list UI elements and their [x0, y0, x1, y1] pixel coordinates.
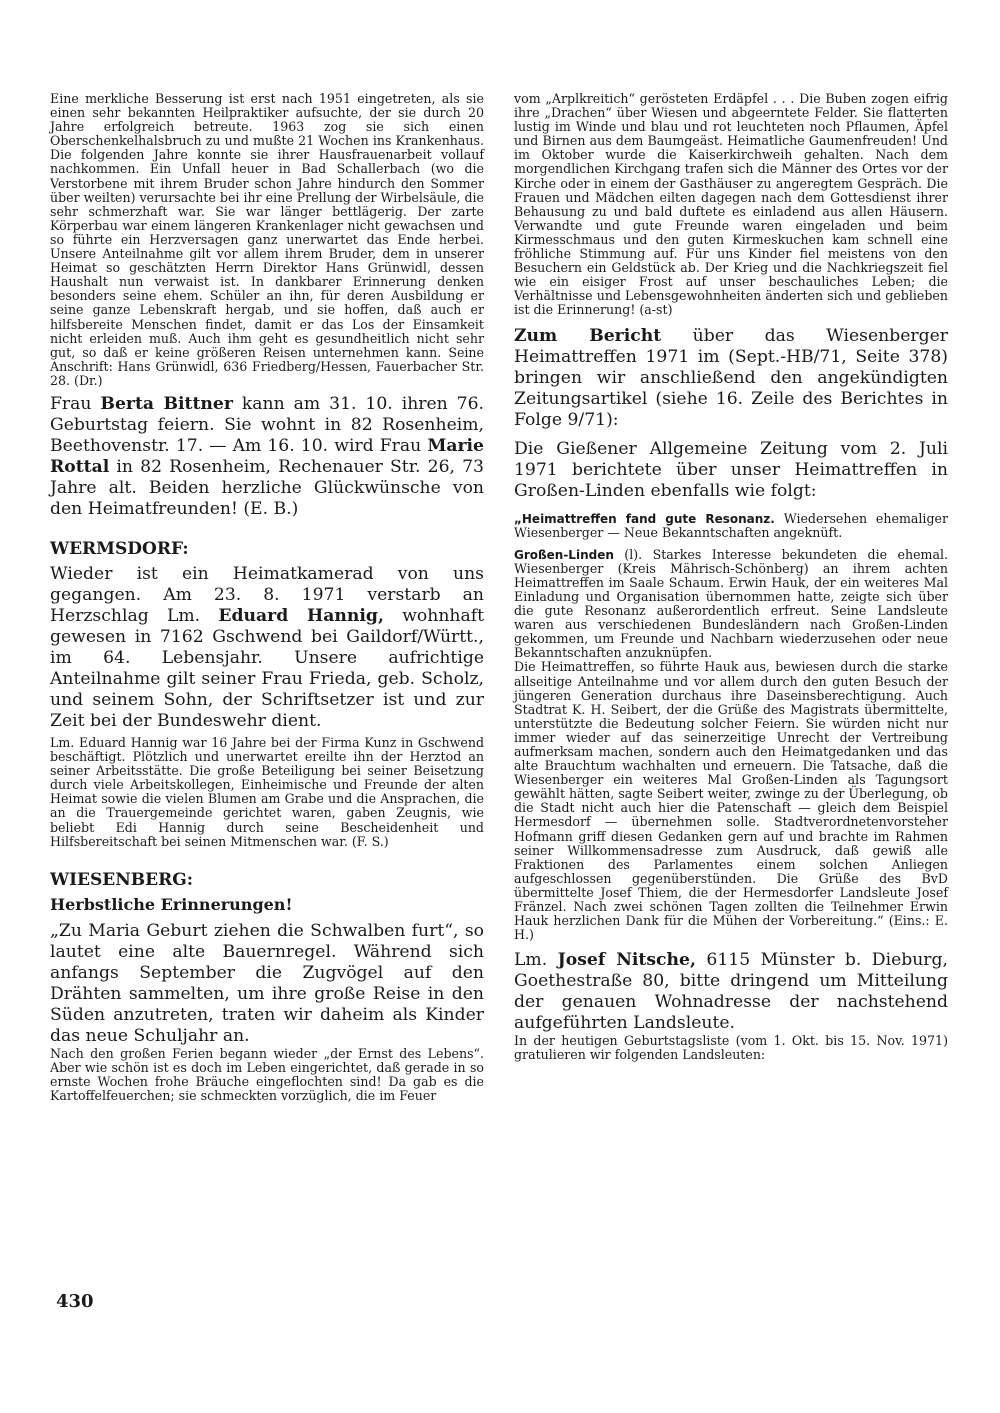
page-number: 430 [56, 1291, 94, 1312]
wermsdorf-text-1: Wieder ist ein Heimatkamerad von uns gegangen. Am 23. 8. 1971 verstarb an Herzschlag Lm. [50, 563, 484, 626]
newspaper-intro: Die Gießener Allgemeine Zeitung vom 2. Juli 1971 berichtete über unser Heimattreffen in Großen-Linden ebenfalls wie folgt: [514, 438, 948, 501]
dateline-bold: Großen-Linden [514, 547, 614, 562]
left-column [50, 92, 484, 1103]
report-intro-bold: Zum Bericht [514, 325, 662, 346]
wermsdorf-obituary [50, 564, 484, 732]
article-title-herbstliche-erinnerungen: Herbstliche Erinnerungen! [50, 894, 293, 914]
obituary-continuation: Eine merkliche Besserung ist erst nach 1951 eingetreten, als sie einen sehr bekannten Heilpraktiker aufsuchte, der sie durch 20 Jahre erfolgreich betreute. 1963 zog sie sich einen Oberschenkelhalsbruch zu und mußte 21 Wochen ins Krankenhaus. Die folgenden Jahre konnte sie ihrer Hausfrauenarbeit vollauf nachkommen. Ein Unfall heuer in Bad Schallerbach (wo die Verstorbene mit ihrem Bruder schon Jahre hindurch den Sommer über weilten) verursachte bei ihr eine Prellung der Wirbelsäule, die sehr schmerzhaft war. Sie war länger bettlägerig. Der zarte Körperbau war einem längeren Krankenlager nicht gewachsen und so führte ein Herzversagen ganz unerwartet das Ende herbei. Unsere Anteilnahme gilt vor allem ihrem Bruder, dem in unserer Heimat so geschätzten Herrn Direktor Hans Grünwidl, dessen Haushalt nun verwaist ist. In dankbarer Erinnerung denken besonders seine ehem. Schüler an ihn, für deren Ausbildung er seine ganze Lebenskraft hergab, und sie hoffen, daß auch er hilfsbereite Menschen findet, damit er das Los der Einsamkeit nicht erleiden muß. Auch ihm geht es gesundheitlich nicht sehr gut, so daß er keine größeren Reisen unternehmen kann. Seine Anschrift: Hans Grünwidl, 636 Friedberg/Hessen, Fauerbacher Str. 28. (Dr.) [50, 91, 484, 388]
report-intro-text: über das Wiesenberger Heimattreffen 1971 im (Sept.-HB/71, Seite 378) bringen wir anschließend den angekündigten Zeitungsartikel (siehe 16. Zeile des Berichtes in Folge 9/71): [514, 325, 948, 430]
name-eduard-hannig: Eduard Hannig, [218, 605, 384, 626]
headline-subtitle: Wiedersehen ehemaliger Wiesenberger — Neue Bekanntschaften angeknüft. [514, 510, 948, 540]
wiesenberg-memories: Nach den großen Ferien begann wieder „der Ernst des Lebens“. Aber wie schön ist es doch im Leben eingerichtet, daß gerade in so ernste Wochen frohe Bräuche eingeflochten sind! Da gab es die Kartoffelfeuerchen; sie schmeckten vorzüglich, die im Feuer [50, 1045, 484, 1103]
headline-bold: „Heimattreffen fand gute Resonanz. [514, 511, 775, 526]
wermsdorf-obituary-detail: Lm. Eduard Hannig war 16 Jahre bei der Firma Kunz in Gschwend beschäftigt. Plötzlich und unerwartet ereilte ihn der Herztod an seiner Arbeitsstätte. Die große Beteiligung bei seiner Beisetzung durch viele Arbeitskollegen, Einheimische und Freunde der alten Heimat sowie die vielen Blumen am Grabe und die Ansprachen, die an die Trauergemeinde gerichtet waren, gaben Zeugnis, wie beliebt Edi Hannig durch seine Bescheidenheit und Hilfsbereitschaft bei seinen Mitmenschen war. (F. S.) [50, 734, 484, 849]
birthday-notice-rosenheim [50, 394, 484, 520]
wermsdorf-text-2: wohnhaft gewesen in 7162 Gschwend bei Gaildorf/Württ., im 64. Lebensjahr. Unsere aufrichtige Anteilnahme gilt seiner Frau Frieda, geb. Scholz, und seinem Sohn, der Schriftsetzer ist und zur Zeit bei der Bundeswehr dient. [50, 605, 484, 731]
birthday-text-2: kann am 31. 10. ihren 76. Geburtstag feiern. Sie wohnt in 82 Rosenheim, Beethovenstr. 17. — Am 16. 10. wird Frau [50, 393, 485, 456]
name-marie-rottal: Marie Rottal [50, 435, 484, 477]
wiesenberg-memories-continued: vom „Arplkreitich“ gerösteten Erdäpfel . . . Die Buben zogen eifrig ihre „Drachen“ über Wiesen und abgeerntete Felder. Sie flatterten lustig im Winde und blau und rot leuchteten noch Pflaumen, Äpfel und Birnen aus dem Baumgeäst. Heimatliche Gaumenfreuden! Und im Oktober wurde die Kaiserkirchweih gehalten. Nach dem morgendlichen Kirchgang trafen sich die Männer des Ortes vor der Kirche oder in einem der Gasthäuser zu angeregtem Gespräch. Die Frauen und Mädchen eilten dagegen nach dem Gottesdienst ihrer Behausung zu und bald duftete es einladend aus allen Häusern. Verwandte und gute Freunde waren eingeladen und beim Kirmesschmaus und den guten Kirmeskuchen kam schnell eine fröhliche Stimmung auf. Für uns Kinder fiel meistens von den Besuchern ein Geldstück ab. Der Krieg und die Nachkriegszeit fiel wie ein eisiger Frost auf unser beschauliches Leben; die Verhältnisse und Lebensgewohnheiten änderten sich und geblieben ist die Erinnerung! (a-st) [514, 91, 948, 318]
newspaper-body-2: Die Heimattreffen, so führte Hauk aus, bewiesen durch die starke allseitige Anteilnahme und vor allem durch den guten Besuch der jüngeren Generation durchaus ihre Daseinsberechtigung. Auch Stadtrat K. H. Seibert, der die Grüße des Magistrats übermittelte, unterstützte die Bedeutung solcher Feiern. Sie würden nicht nur immer wieder auf das seinerzeitige Unrecht der Vertreibung aufmerksam machen, sondern auch den Heimatgedanken und das alte Brauchtum wachhalten und erneuern. Die Tatsache, daß die Wiesenberger ein weiteres Mal Großen-Linden als Tagungsort gewählt hätten, sagte Seibert weiter, zwinge zu der Überlegung, ob die Stadt nicht auch hier die Patenschaft — gleich dem Beispiel Hermesdorf — übernehmen solle. Stadtverordnetenvorsteher Hofmann griff diesen Gedanken gern auf und brachte im Rahmen seiner Willkommensadresse zum Ausdruck, daß gewiß alle Fraktionen des Parlamentes einem solchen Anliegen aufgeschlossen gegenüberstünden. Die Grüße des BvD übermittelte Josef Thiem, die der Hermesdorfer Landsleute Josef Fränzel. Nach zwei schönen Tagen zollten die Teilnehmer Erwin Hauk herzlichen Dank für die Mühen der Vorbereitung.“ (Eins.: E. H.) [514, 659, 948, 943]
birthday-text-1: Frau [50, 393, 101, 414]
newspaper-headline [514, 512, 948, 540]
address-request-text-2: 6115 Münster b. Dieburg, Goethestraße 80, bitte dringend um Mitteilung der genauen Wohnadresse der nachstehend aufgeführten Landsleute. [514, 950, 948, 1034]
right-column [514, 92, 948, 1063]
section-heading-wiesenberg: WIESENBERG: [50, 869, 194, 890]
name-berta-bittner: Berta Bittner [100, 393, 233, 414]
address-request [514, 950, 948, 1034]
birthday-text-3: in 82 Rosenheim, Rechenauer Str. 26, 73 Jahre alt. Beiden herzliche Glückwünsche von den Heimatfreunden! (E. B.) [50, 456, 484, 519]
section-heading-wermsdorf: WERMSDORF: [50, 538, 189, 559]
birthday-list-intro: In der heutigen Geburtstagsliste (vom 1. Okt. bis 15. Nov. 1971) gratulieren wir folgenden Landsleuten: [514, 1033, 948, 1063]
report-intro [514, 326, 948, 431]
name-josef-nitsche: Josef Nitsche, [557, 950, 696, 971]
address-request-text-1: Lm. [514, 950, 558, 971]
newspaper-body-1-text: (l). Starkes Interesse bekundeten die ehemal. Wiesenberger (Kreis Mährisch-Schönberg) an ihrem achten Heimattreffen im Saale Schaum. Erwin Hauk, der ein weiteres Mal Einladung und Organisation übernommen hatte, zeigte sich über die gute Resonanz außerordentlich erfreut. Seine Landsleute waren aus verschiedenen Bundesländern nach Großen-Linden gekommen, um Freunde und Nachbarn wiederzusehen oder neue Bekanntschaften anzuknüpfen. [514, 546, 948, 661]
wiesenberg-intro: „Zu Maria Geburt ziehen die Schwalben furt“, so lautet eine alte Bauernregel. Während sich anfangs September die Zugvögel auf den Drähten sammelten, um ihre große Reise in den Süden anzutreten, traten wir daheim als Kinder das neue Schuljahr an. [50, 920, 484, 1046]
newspaper-body-1 [514, 548, 948, 661]
